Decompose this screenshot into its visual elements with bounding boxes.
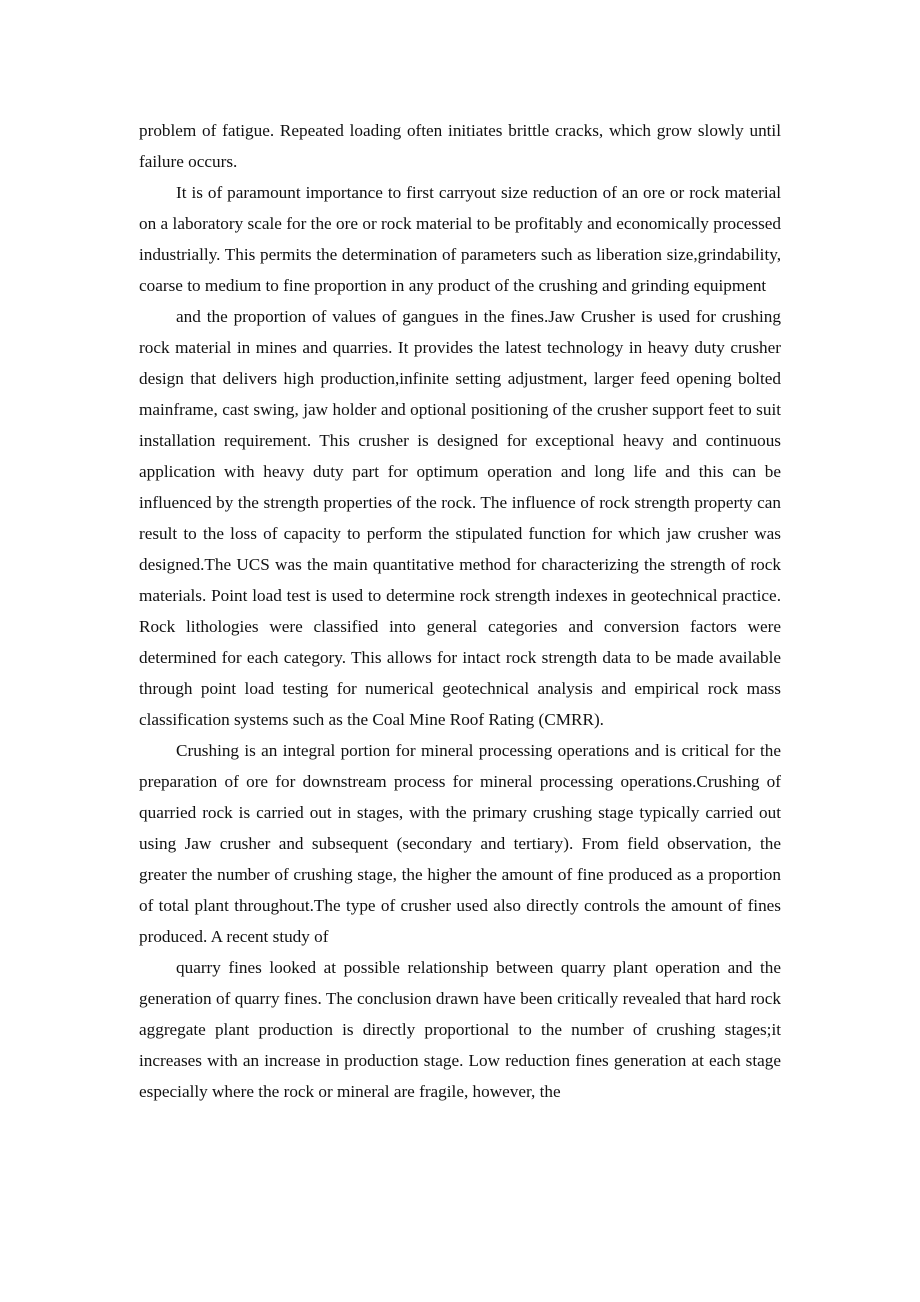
paragraph-size-reduction: It is of paramount importance to first carryout size reduction of an ore or rock material on a laboratory scale for the ore or rock material to be profitably and economically processed industrially. This permits the determination of parameters such as liberation size,grindability, coarse to medium to fine proportion in any product of the crushing and grinding equipment <box>139 183 781 295</box>
paragraph-fatigue: problem of fatigue. Repeated loading often initiates brittle cracks, which grow slowly until failure occurs. <box>139 121 781 171</box>
paragraph-crushing-stages: Crushing is an integral portion for mineral processing operations and is critical for the preparation of ore for downstream process for mineral processing operations.Crushing of quarried rock is carried out in stages, with the primary crushing stage typically carried out using Jaw crusher and subsequent (secondary and tertiary). From field observation, the greater the number of crushing stage, the higher the amount of fine produced as a proportion of total plant throughout.The type of crusher used also directly controls the amount of fines produced. A recent study of <box>139 741 781 946</box>
document-body <box>139 115 781 1107</box>
paragraph-quarry-fines: quarry fines looked at possible relationship between quarry plant operation and the generation of quarry fines. The conclusion drawn have been critically revealed that hard rock aggregate plant production is directly proportional to the number of crushing stages;it increases with an increase in production stage. Low reduction fines generation at each stage especially where the rock or mineral are fragile, however, the <box>139 958 781 1101</box>
paragraph-jaw-crusher: and the proportion of values of gangues in the fines.Jaw Crusher is used for crushing rock material in mines and quarries. It provides the latest technology in heavy duty crusher design that delivers high production,infinite setting adjustment, larger feed opening bolted mainframe, cast swing, jaw holder and optional positioning of the crusher support feet to suit installation requirement. This crusher is designed for exceptional heavy and continuous application with heavy duty part for optimum operation and long life and this can be influenced by the strength properties of the rock. The influence of rock strength property can result to the loss of capacity to perform the stipulated function for which jaw crusher was designed.The UCS was the main quantitative method for characterizing the strength of rock materials. Point load test is used to determine rock strength indexes in geotechnical practice. Rock lithologies were classified into general categories and conversion factors were determined for each category. This allows for intact rock strength data to be made available through point load testing for numerical geotechnical analysis and empirical rock mass classification systems such as the Coal Mine Roof Rating (CMRR). <box>139 307 781 729</box>
